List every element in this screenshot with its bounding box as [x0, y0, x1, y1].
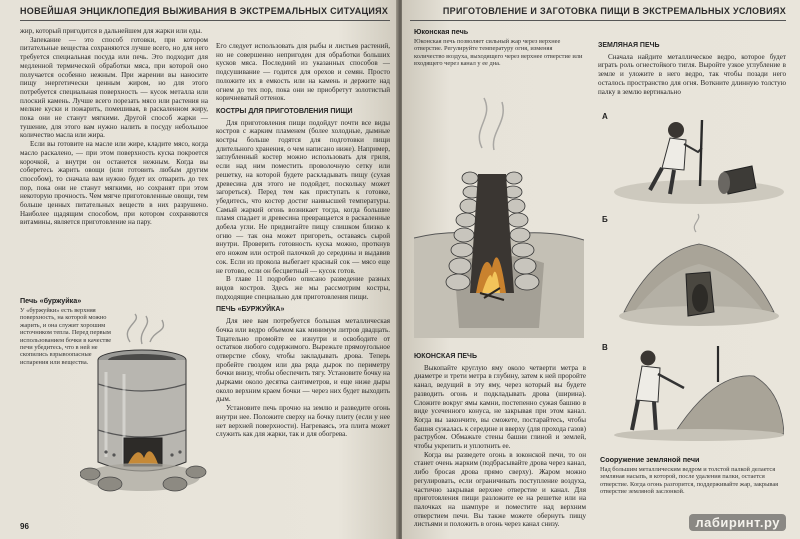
left-column-1: [20, 27, 208, 227]
left-header-rule: [20, 20, 390, 21]
paragraph: Его следует использовать для рыбы и листьев растений, но не совершенно непригоден для обработки больших кусков мяса. Последний из указанных способов — подсушивание — годится для орехов и семян. Просто положите их в емкость или на камень и держите над огнем до тех пор, пока они не приобретут золотистый коричневатый оттенок.: [216, 42, 390, 103]
stove-caption-title: Печь «буржуйка»: [20, 296, 82, 305]
paragraph: жир, который пригодится в дальнейшем для жарки или еды.: [20, 27, 202, 35]
watermark-logo: лабиринт.ру: [689, 514, 786, 531]
page-number: 96: [20, 522, 29, 531]
earth-oven-caption-title: Сооружение земляной печи: [600, 455, 700, 464]
earth-oven-caption-block: [600, 455, 786, 496]
right-running-header: ПРИГОТОВЛЕНИЕ И ЗАГОТОВКА ПИЩИ В ЭКСТРЕМАЛЬНЫХ УСЛОВИЯХ: [442, 6, 786, 16]
yukon-caption-block: [414, 27, 584, 68]
right-column-2: [598, 37, 786, 96]
paragraph: Для приготовления пищи подойдут почти все виды костров с жарким пламенем (более холодные, дымные костры больше годятся для подготовки пищи длительного хранения, о чем написано ниже). Например, заглубленный костер можно использовать для гриля, если над ним поместить проволочную сетку или решетку, на которой будете раскладывать пищу (сухая древесина для этого не подойдет, поскольку может загореться). Перед тем как приступать к готовке, убедитесь, что костер достиг наивысшей температуры. Самый жаркий огонь возникает тогда, когда большие пламя спадает и древесина превращается в раскаленные добела угли. Не придвигайте пищу слишком близко к огню — так она может пригореть, оставаясь сырой внутри. Проверить готовность куска можно, проткнув его ножом или острой палочкой до середины и выдавив сок. Если из прокола выбегает красный сок — мясо еще не готово, если он бесцветный — кусок готов.: [216, 118, 390, 275]
left-running-header: НОВЕЙШАЯ ЭНЦИКЛОПЕДИЯ ВЫЖИВАНИЯ В ЭКСТРЕМАЛЬНЫХ СИТУАЦИЯХ: [20, 6, 389, 16]
paragraph: Для нее вам потребуется большая металлическая бочка или ведро объемом как минимум литров двадцать. Тщательно промойте ее изнутри и освободите от остатков любого содержимого. Вырежьте прямоугольное отверстие сбоку, чтобы закладывать дрова. Теперь пробейте гвоздем или два ряда дырок по периметру бочки внизу, чтобы обеспечить тягу. Установите бочку на дырками около десятка сантиметров, и еще ниже дыры около верхним краем бочки — через них будет выходить дым.: [216, 317, 390, 404]
right-column-1: [414, 348, 586, 529]
paragraph: Выкопайте круглую яму около четверти метра в диаметре и трети метра в глубину, затем к ней проройте канал, ведущий в эту яму, через который вы будете разводить огонь и подкладывать дрова (ширина). Сложите вокруг ямы камни, постепенно сужая башню в виде усеченного конуса, не закрывая при этом канал. Когда вы закончите, вы сможете, постарайтесь, чтобы башня сужалась к середине и вверху (для прохода газов) раструбом. Обмажьте стены башни глиной и землей, чтобы укрепить и уплотнить ее.: [414, 363, 586, 451]
paragraph: Запекание — это способ готовки, при котором питательные вещества сохраняются лучше всего, но для него требуется специальная посуда или печь. Это подходит для медленной термической обработки мяса, при которой оно получается особенно нежным. При жарении вы наносите пищу энергетически ценным жиром, но для этого потребуется специальная поверхность — кусок металла или плоский камень. Лучше всего порезать мясо или растения на мелкие куски и пожарить, помешивая, в раскаленном жиру, пока они не станут мягкими. Другой способ жарки — тушение, для этого вам нужно налить в посуду небольшое количество масла или жира.: [20, 35, 208, 140]
figure-label-b: Б: [602, 215, 608, 224]
left-page: [0, 0, 398, 539]
figure-label-v: В: [602, 343, 608, 352]
earth-oven-caption: Над большим металлическим ведром и толстой палкой делается земляная насыпь, в которой, после удаления палки, остается отверстие. Когда огонь разгорится, поддерживайте жар, закрывая отверстие земляной заслонкой.: [600, 466, 779, 496]
left-column-2: [216, 42, 390, 439]
right-page: [402, 0, 800, 539]
earth-oven-step-b-illustration: [614, 212, 784, 332]
earth-oven-step-a-illustration: [614, 110, 784, 205]
earth-oven-step-v-illustration: [614, 342, 784, 442]
yukon-caption-title: Юконская печь: [414, 27, 469, 36]
paragraph: Если вы готовите на масле или жире, кладите мясо, когда масло раскалено, — при этом поверхность куска покроется корочкой, а внутри он останется нежным. Когда вы соберетесь жарить овощи (или готовить любым другим способом), то сначала вам нужно будет их отварить до тех пор, пока они не станут мягкими, но сохранят при этом некоторую прочность. Чем мягче приготовленные овощи, тем больше ценных питательных веществ в них разрушено. Наиболее щадящим способом, при котором сохраняются витамины, является приготовление на пару.: [20, 140, 208, 227]
right-header-rule: [410, 20, 786, 21]
yukon-stove-illustration: [414, 88, 584, 338]
section-heading-stove: ПЕЧЬ «БУРЖУЙКА»: [216, 306, 285, 314]
paragraph: В главе 11 подробно описано разведение разных видов костров. Здесь же мы рассмотрим костры, подходящие специально для приготовления пищи.: [216, 275, 390, 301]
paragraph: Установите печь прочно на землю и разведите огонь внутри нее. Положите сверху на бочку плиту (если у нее нет верхней поверхности). Нагреваясь, эта плита может служить как для жарки, так и для обогрева.: [216, 404, 390, 439]
stove-caption: У «буржуйки» есть верхняя поверхность, на которой можно жарить, и она служит хорошим источником тепла. Перед первым использованием бочки в качестве печи убедитесь, что в ней не скопились взрывоопасные испарения или вещества.: [20, 307, 112, 366]
figure-label-a: А: [602, 112, 608, 121]
paragraph: Когда вы разведете огонь в юконской печи, то он станет очень жарким (подбрасывайте дрова через канал, либо бросая дрова прямо сверху). Жаром можно регулировать, если ограничивать поступление воздуха, частично закрывая верхнее отверстие и канал. Для приготовления пищи разложите ее на решетке или на палочках на шампуре и поместите над верхним отверстием печи. Вы также можете обернуть пищу листьями и положить в огонь через канал снизу.: [414, 450, 586, 529]
paragraph: Сначала найдите металлическое ведро, которое будет играть роль огнестойкого тигля. Выройте узкое углубление в земле и уложите в него ведро, так чтобы позади него осталось пространство для огня. Воткните длинную толстую палку в землю вертикально: [598, 52, 786, 96]
yukon-caption: Юконская печь позволяет сильный жар через верхнее отверстие. Регулируйте температуру огня, изменяя количество воздуха, выходящего через верхнее отверстие или входящего через канал у ее дна.: [414, 38, 583, 68]
section-heading-campfires: КОСТРЫ ДЛЯ ПРИГОТОВЛЕНИЯ ПИЩИ: [216, 107, 353, 115]
section-heading-earth-oven: ЗЕМЛЯНАЯ ПЕЧЬ: [598, 42, 660, 49]
section-heading-yukon: ЮКОНСКАЯ ПЕЧЬ: [414, 353, 477, 360]
barrel-stove-illustration: [80, 312, 210, 512]
